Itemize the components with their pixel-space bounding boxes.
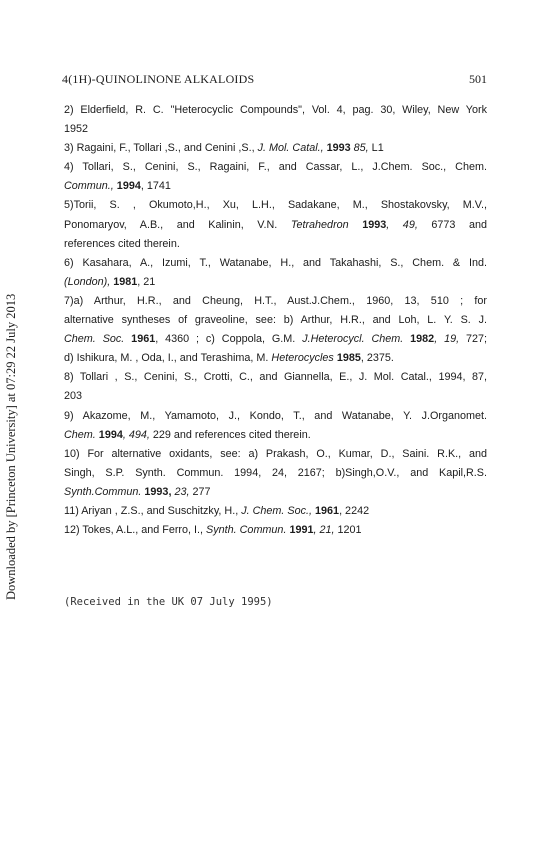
- reference-6-line-2: (London), 1981, 21: [64, 275, 156, 288]
- reference-5-line-2: Ponomaryov, A.B., and Kalinin, V.N. Tetrahedron 1993, 49, 6773 and: [64, 218, 487, 231]
- reference-7-line-4: d) Ishikura, M. , Oda, I., and Terashima, M. Heterocycles 1985, 2375.: [64, 352, 394, 365]
- reference-2-line-2: 1952: [64, 123, 89, 136]
- page-number: 501: [469, 72, 487, 86]
- reference-8-line-1: 8) Tollari , S., Cenini, S., Crotti, C., and Giannella, E., J. Mol. Catal., 1994, 87,: [64, 371, 487, 384]
- reference-10-line-1: 10) For alternative oxidants, see: a) Prakash, O., Kumar, D., Saini. R.K., and: [64, 447, 487, 460]
- reference-5-line-3: references cited therein.: [64, 237, 180, 250]
- reference-2-line-1: 2) Elderfield, R. C. "Heterocyclic Compounds", Vol. 4, pag. 30, Wiley, New York: [64, 104, 487, 116]
- received-date-note: (Received in the UK 07 July 1995): [64, 596, 273, 608]
- reference-4-line-1: 4) Tollari, S., Cenini, S., Ragaini, F., and Cassar, L., J.Chem. Soc., Chem.: [64, 161, 487, 174]
- reference-list: [64, 101, 487, 540]
- reference-9-line-1: 9) Akazome, M., Yamamoto, J., Kondo, T., and Watanabe, Y. J.Organomet.: [64, 409, 487, 422]
- reference-10-line-2: Singh, S.P. Synth. Commun. 1994, 24, 2167; b)Singh,O.V., and Kapil,R.S.: [64, 466, 487, 479]
- reference-10-line-3: Synth.Commun. 1993, 23, 277: [64, 485, 211, 498]
- reference-8-line-2: 203: [64, 390, 83, 403]
- reference-7-line-3: Chem. Soc. 1961, 4360 ; c) Coppola, G.M. J.Heterocycl. Chem. 1982, 19, 727;: [64, 333, 488, 346]
- reference-12: 12) Tokes, A.L., and Ferro, I., Synth. Commun. 1991, 21, 1201: [64, 524, 362, 537]
- reference-5-line-1: 5)Torii, S. , Okumoto,H., Xu, L.H., Sadakane, M., Shostakovsky, M.V.,: [64, 199, 487, 212]
- download-stamp: Downloaded by [Princeton University] at 07:29 22 July 2013: [4, 293, 18, 600]
- running-header-title: 4(1H)-QUINOLINONE ALKALOIDS: [62, 72, 255, 86]
- reference-7-line-2: alternative syntheses of graveoline, see: b) Arthur, H.R., and Loh, L. Y. S. J.: [64, 314, 487, 327]
- reference-7-line-1: 7)a) Arthur, H.R., and Cheung, H.T., Aust.J.Chem., 1960, 13, 510 ; for: [64, 294, 487, 307]
- reference-9-line-2: Chem. 1994, 494, 229 and references cited therein.: [64, 428, 311, 441]
- reference-6-line-1: 6) Kasahara, A., Izumi, T., Watanabe, H., and Takahashi, S., Chem. & Ind.: [64, 256, 487, 269]
- reference-4-line-2: Commun., 1994, 1741: [64, 180, 171, 193]
- reference-11: 11) Ariyan , Z.S., and Suschitzky, H., J. Chem. Soc., 1961, 2242: [64, 504, 370, 517]
- reference-3: 3) Ragaini, F., Tollari ,S., and Cenini ,S., J. Mol. Catal., 1993 85, L1: [64, 142, 384, 155]
